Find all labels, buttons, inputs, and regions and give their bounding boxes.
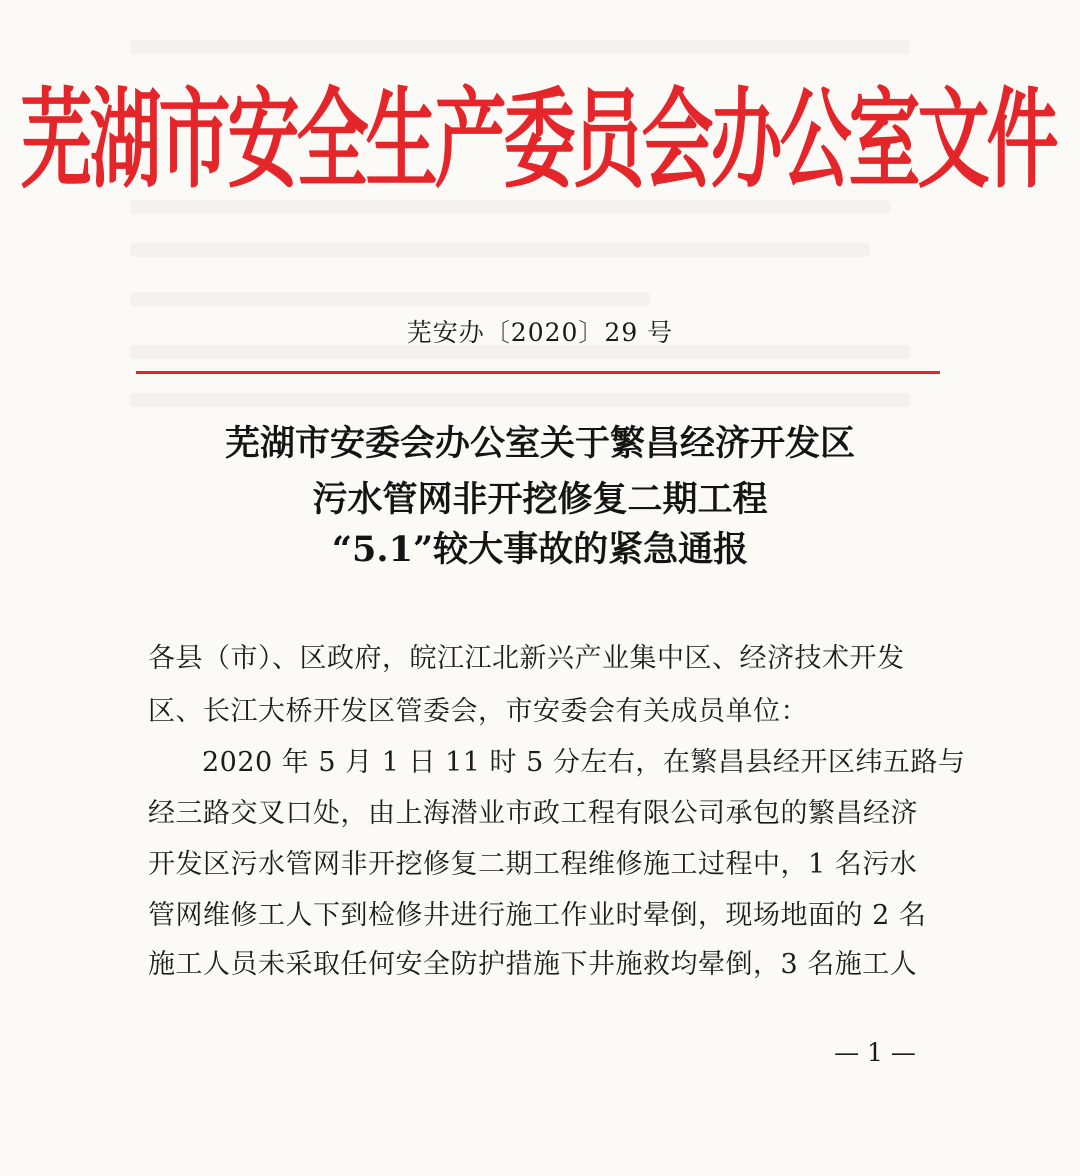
page-number: — 1 — — [834, 1038, 916, 1067]
notice-title-line-1: 芜湖市安委会办公室关于繁昌经济开发区 — [224, 423, 855, 464]
paragraph-line: 施工人员未采取任何安全防护措施下井施救均晕倒，3 名施工人 — [148, 949, 918, 980]
notice-title-line-2: 污水管网非开挖修复二期工程 — [312, 479, 768, 520]
paragraph-line: 开发区污水管网非开挖修复二期工程维修施工过程中，1 名污水 — [148, 849, 918, 880]
paragraph-line: 管网维修工人下到检修井进行施工作业时晕倒，现场地面的 2 名 — [148, 900, 927, 931]
bleed-through-mark — [130, 243, 870, 257]
bleed-through-mark — [130, 393, 910, 407]
red-divider-line — [136, 371, 940, 374]
addressee-line-1: 各县（市）、区政府，皖江江北新兴产业集中区、经济技术开发 — [148, 643, 905, 674]
addressee-line-2: 区、长江大桥开发区管委会，市安委会有关成员单位： — [148, 696, 808, 727]
document-number: 芜安办〔2020〕29 号 — [406, 318, 674, 347]
paragraph-line: 经三路交叉口处，由上海潜业市政工程有限公司承包的繁昌经济 — [148, 798, 918, 829]
bleed-through-mark — [130, 292, 650, 306]
masthead-title: 芜湖市安全生产委员会办公室文件 — [20, 75, 1056, 202]
notice-title-line-3: “5.1”较大事故的紧急通报 — [331, 529, 749, 570]
paragraph-line: 2020 年 5 月 1 日 11 时 5 分左右，在繁昌县经开区纬五路与 — [202, 747, 966, 778]
